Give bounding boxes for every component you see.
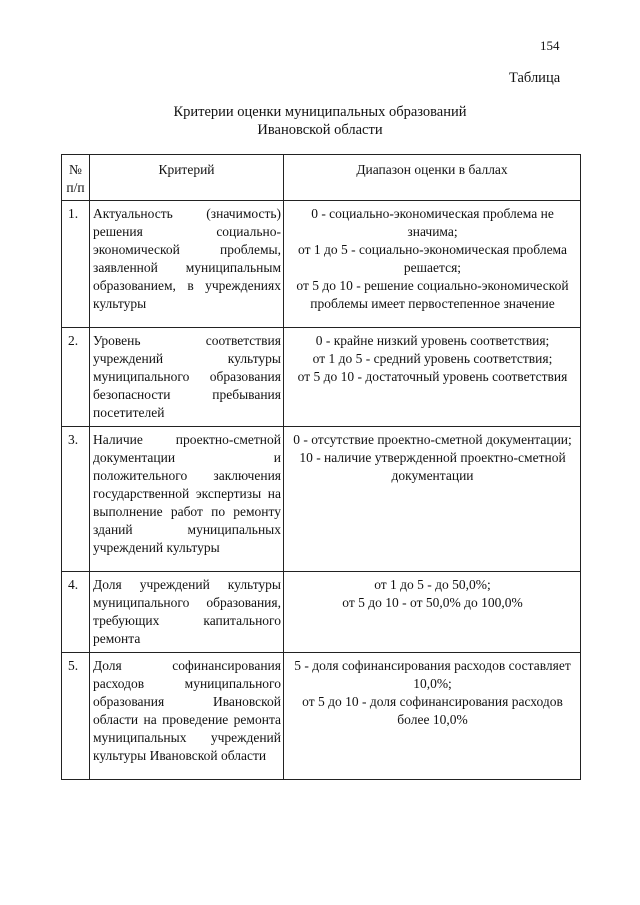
row-range: от 1 до 5 - до 50,0%; от 5 до 10 - от 50,0% до 100,0% <box>284 572 581 653</box>
table-label: Таблица <box>509 70 561 86</box>
row-range: 5 - доля софинансирования расходов составляет 10,0%; от 5 до 10 - доля софинансирования расходов более 10,0% <box>284 653 581 780</box>
row-num: 5. <box>62 653 90 780</box>
document-title <box>60 103 580 139</box>
row-num: 1. <box>62 201 90 328</box>
criteria-table <box>61 154 581 780</box>
table-row <box>62 572 581 653</box>
row-criterion: Уровень соответствия учреждений культуры муниципального образования безопасности пребывания посетителей <box>90 328 284 427</box>
row-num: 4. <box>62 572 90 653</box>
row-num: 2. <box>62 328 90 427</box>
header-range: Диапазон оценки в баллах <box>284 155 581 201</box>
row-range: 0 - социально-экономическая проблема не значима; от 1 до 5 - социально-экономическая проблема решается; от 5 до 10 - решение социально-экономической проблемы имеет первостепенное значение <box>284 201 581 328</box>
row-range: 0 - отсутствие проектно-сметной документации; 10 - наличие утвержденной проектно-сметной документации <box>284 427 581 572</box>
row-criterion: Доля софинансирования расходов муниципального образования Ивановской области на проведение ремонта муниципальных учреждений культуры Ивановской области <box>90 653 284 780</box>
table-row <box>62 427 581 572</box>
title-line-2: Ивановской области <box>257 122 383 138</box>
table-header-row <box>62 155 581 201</box>
row-range: 0 - крайне низкий уровень соответствия; от 1 до 5 - средний уровень соответствия; от 5 до 10 - достаточный уровень соответствия <box>284 328 581 427</box>
row-criterion: Наличие проектно-сметной документации и положительного заключения государственной экспертизы на выполнение работ по ремонту зданий муниципальных учреждений культуры <box>90 427 284 572</box>
table-row <box>62 328 581 427</box>
page-number: 154 <box>540 38 560 53</box>
row-num: 3. <box>62 427 90 572</box>
row-criterion: Актуальность (значимость) решения социально-экономической проблемы, заявленной муниципальным образованием, в учреждениях культуры <box>90 201 284 328</box>
header-num: № п/п <box>62 155 90 201</box>
row-criterion: Доля учреждений культуры муниципального образования, требующих капитального ремонта <box>90 572 284 653</box>
table-row <box>62 653 581 780</box>
header-criterion: Критерий <box>90 155 284 201</box>
table-row <box>62 201 581 328</box>
title-line-1: Критерии оценки муниципальных образований <box>173 104 467 120</box>
